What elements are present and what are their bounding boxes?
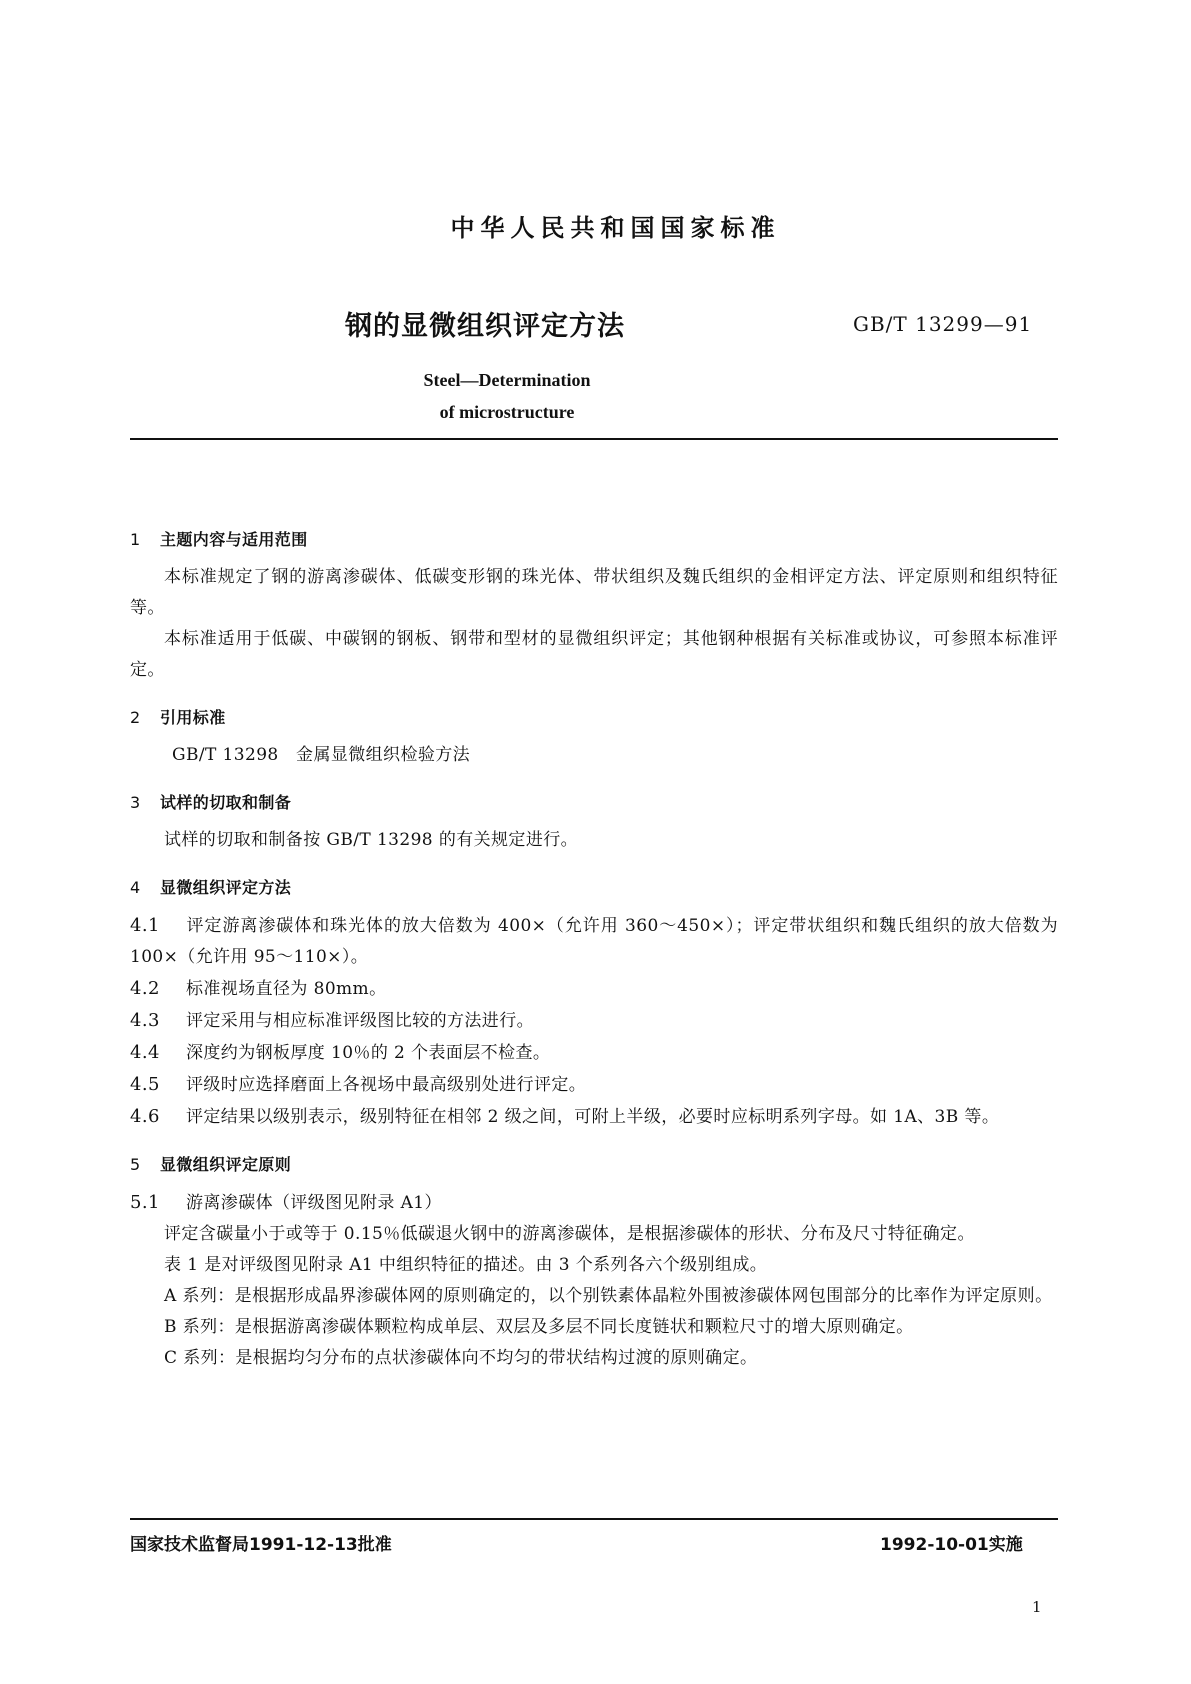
document-body — [130, 518, 1058, 1374]
section-2-heading — [130, 696, 1058, 740]
section-number: 4 — [130, 878, 141, 897]
paragraph: C 系列：是根据均匀分布的点状渗碳体向不均匀的带状结构过渡的原则确定。 — [164, 1348, 758, 1368]
paragraph: 评定含碳量小于或等于 0.15％低碳退火钢中的游离渗碳体，是根据渗碳体的形状、分布及尺寸特征确定。 — [164, 1224, 975, 1244]
clause-5-1 — [130, 1187, 1058, 1219]
section-5-heading — [130, 1143, 1058, 1187]
implementation-date: 1992-10-01实施 — [880, 1535, 1023, 1555]
footer-divider — [130, 1518, 1058, 1520]
clause-text: 评级时应选择磨面上各视场中最高级别处进行评定。 — [186, 1075, 587, 1095]
section-number: 2 — [130, 708, 141, 727]
clause-4-4 — [130, 1037, 1058, 1069]
paragraph: B 系列：是根据游离渗碳体颗粒构成单层、双层及多层不同长度链状和颗粒尺寸的增大原则确定。 — [164, 1317, 914, 1337]
clause-text: 游离渗碳体（评级图见附录 A1） — [186, 1193, 442, 1213]
paragraph: 本标准规定了钢的游离渗碳体、低碳变形钢的珠光体、带状组织及魏氏组织的金相评定方法、评定原则和组织特征等。 — [130, 567, 1058, 618]
section-title: 主题内容与适用范围 — [160, 530, 308, 549]
header-divider — [130, 438, 1058, 440]
clause-4-3 — [130, 1005, 1058, 1037]
section-title: 引用标准 — [160, 708, 226, 727]
clause-text: 评定游离渗碳体和珠光体的放大倍数为 400×（允许用 360～450×）；评定带状组织和魏氏组织的放大倍数为 100×（允许用 95～110×）。 — [130, 916, 1058, 967]
section-title: 显微组织评定原则 — [160, 1155, 292, 1174]
title-english-line-2: of microstructure — [439, 402, 575, 422]
section-title: 试样的切取和制备 — [160, 793, 292, 812]
clause-text: 评定结果以级别表示，级别特征在相邻 2 级之间，可附上半级，必要时应标明系列字母。如 1A、3B 等。 — [186, 1107, 1000, 1127]
title-chinese: 钢的显微组织评定方法 — [345, 311, 625, 342]
clause-4-1 — [130, 910, 1058, 973]
title-english-line-1: Steel—Determination — [423, 370, 591, 390]
clause-4-5 — [130, 1069, 1058, 1101]
clause-number: 4.3 — [130, 1010, 160, 1031]
paragraph: 表 1 是对评级图见附录 A1 中组织特征的描述。由 3 个系列各六个级别组成。 — [164, 1255, 768, 1275]
page-number: 1 — [1032, 1598, 1042, 1616]
paragraph: 本标准适用于低碳、中碳钢的钢板、钢带和型材的显微组织评定；其他钢种根据有关标准或协议，可参照本标准评定。 — [130, 629, 1058, 680]
approval-date: 国家技术监督局1991-12-13批准 — [130, 1535, 392, 1555]
reference-title: 金属显微组织检验方法 — [296, 745, 471, 765]
clause-number: 5.1 — [130, 1192, 160, 1213]
clause-number: 4.1 — [130, 915, 160, 936]
paragraph: A 系列：是根据形成晶界渗碳体网的原则确定的，以个别铁素体晶粒外围被渗碳体网包围部分的比率作为评定原则。 — [164, 1286, 1053, 1306]
reference-code: GB/T 13298 — [172, 745, 279, 765]
section-title: 显微组织评定方法 — [160, 878, 292, 897]
clause-4-2 — [130, 973, 1058, 1005]
clause-number: 4.5 — [130, 1074, 160, 1095]
clause-text: 评定采用与相应标准评级图比较的方法进行。 — [186, 1011, 534, 1031]
paragraph: 试样的切取和制备按 GB/T 13298 的有关规定进行。 — [164, 830, 579, 850]
clause-number: 4.2 — [130, 978, 160, 999]
clause-number: 4.6 — [130, 1106, 160, 1127]
section-number: 5 — [130, 1155, 141, 1174]
reference-entry — [130, 740, 1058, 771]
clause-number: 4.4 — [130, 1042, 160, 1063]
section-4-heading — [130, 866, 1058, 910]
national-standard-heading: 中华人民共和国国家标准 — [450, 214, 781, 242]
title-english — [407, 364, 607, 428]
section-3-heading — [130, 781, 1058, 825]
section-number: 3 — [130, 793, 141, 812]
clause-text: 深度约为钢板厚度 10％的 2 个表面层不检查。 — [186, 1043, 551, 1063]
clause-text: 标准视场直径为 80mm。 — [186, 979, 387, 999]
section-1-heading — [130, 518, 1058, 562]
clause-4-6 — [130, 1101, 1058, 1133]
section-number: 1 — [130, 530, 141, 549]
standard-number: GB/T 13299—91 — [853, 312, 1033, 336]
